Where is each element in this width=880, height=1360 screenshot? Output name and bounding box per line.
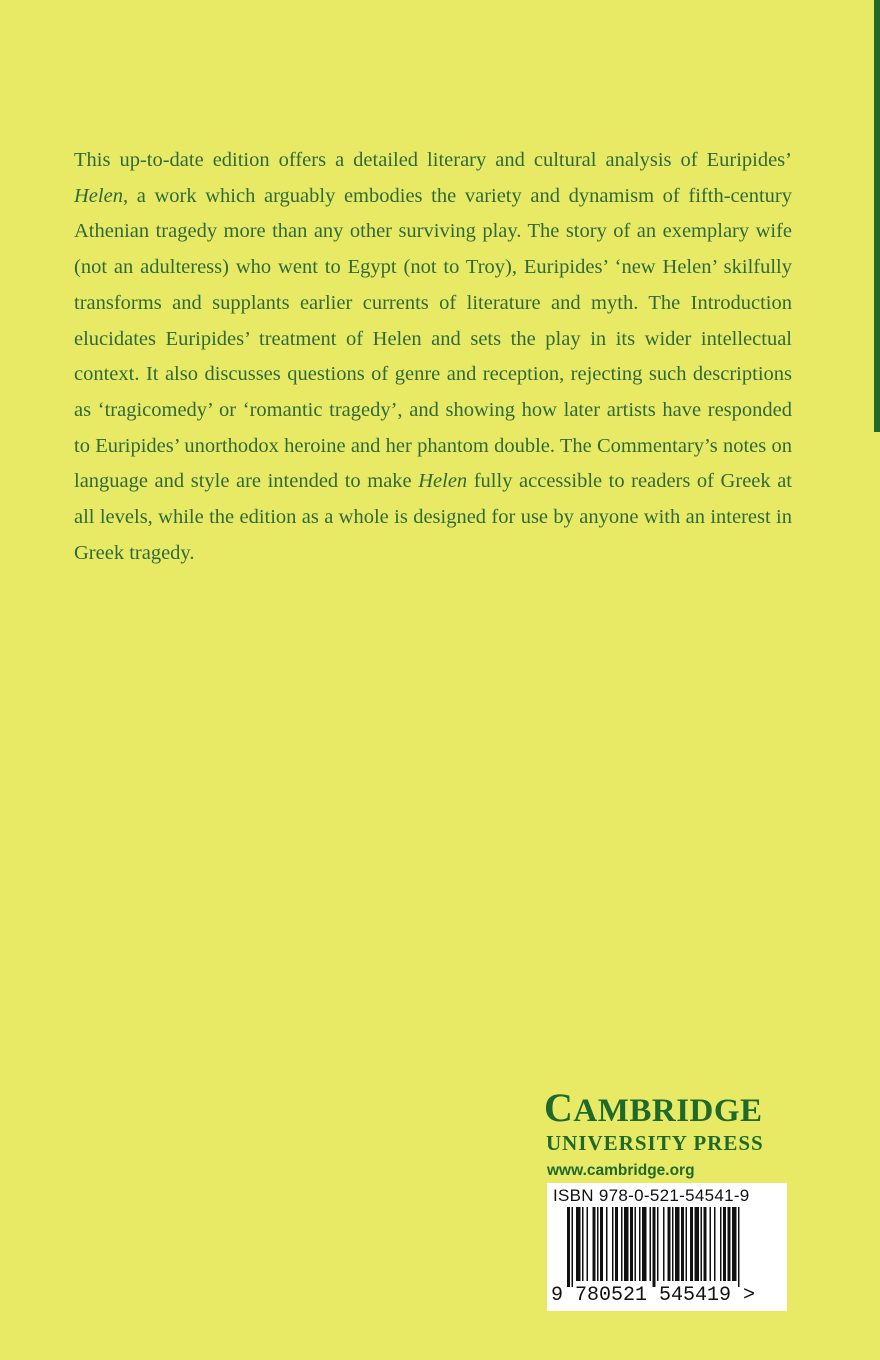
publisher-subtitle: UNIVERSITY PRESS (546, 1131, 764, 1155)
barcode-box (547, 1183, 787, 1311)
blurb-text-1: This up-to-date edition offers a detailed literary and cultural analysis of Euripides’ (74, 149, 792, 171)
spine-stripe (874, 0, 880, 432)
blurb-paragraph (74, 143, 792, 571)
barcode-icon (547, 1207, 787, 1287)
blurb-title-2: Helen (418, 470, 468, 493)
blurb-text-2: , a work which arguably embodies the variety and dynamism of fifth-century Athenian tragedy more than any other surviving play. The story of an exemplary wife (not an adulteress) who went to Egypt (not to Troy), Euripides’ ‘new Helen’ skilfully transforms and supplants earlier currents of literature and myth. The Introduction elucidates Euripides’ treatment of Helen and sets the play in its wider intellectual context. It also discusses questions of genre and reception, rejecting such descriptions as ‘tragicomedy’ or ‘romantic tragedy’, and showing how later artists have responded to Euripides’ unorthodox heroine and her phantom double. The Commentary’s notes on language and style are intended to make (74, 184, 792, 493)
publisher-name-initial: C (544, 1085, 574, 1130)
blurb-text-3: fully accessible to readers of Greek at all levels, while the edition as a whole is designed for use by anyone with an interest in Greek tragedy. (74, 470, 792, 564)
publisher-block (544, 1085, 794, 1181)
publisher-name-rest: AMBRIDGE (573, 1093, 763, 1129)
publisher-url: www.cambridge.org (547, 1162, 695, 1179)
barcode-digits: 9 780521 545419 > (551, 1284, 756, 1307)
publisher-name (544, 1085, 794, 1130)
blurb-title-1: Helen (74, 184, 123, 207)
isbn-text: ISBN 978-0-521-54541-9 (553, 1186, 750, 1205)
